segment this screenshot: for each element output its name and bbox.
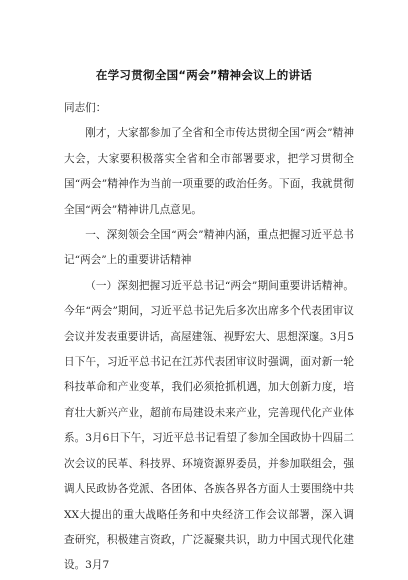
paragraph-subsection-1: （一）深刻把握习近平总书记“两会”期间重要讲话精神。今年“两会”期间，习近平总书记先后多次出席多个代表团审议会议并发表重要讲话，高屋建瓴、视野宏大、思想深邃。3月5日下午，习近平总书记在江苏代表团审议时强调，面对新一轮科技革命和产业变革，我们必须抢抓机遇，加大创新力度，培育壮大新兴产业，超前布局建设未来产业，完善现代化产业体系。3月6日下午，习近平总书记看望了参加全国政协十四届二次会议的民革、科技界、环境资源界委员，并参加联组会，强调人民政协各党派、各团体、各族各界各方面人士要围绕中共XX大提出的重大战略任务和中央经济工作会议部署，深入调查研究，积极建言资政，广泛凝聚共识，助力中国式现代化建设。3月7 [64,279,354,572]
document-title: 在学习贯彻全国“两会”精神会议上的讲话 [95,68,313,82]
section-heading-1: 一、深刻领会全国“两会”精神内涵，重点把握习近平总书记“两会”上的重要讲话精神 [64,229,354,267]
salutation: 同志们： [64,102,107,114]
paragraph-intro: 刚才，大家都参加了全省和全市传达贯彻全国“两会”精神大会，大家要积极落实全省和全市部署要求，把学习贯彻全国“两会”精神作为当前一项重要的政治任务。下面，我就贯彻全国“两会”精神讲几点意见。 [64,127,354,216]
document-body [64,96,354,579]
